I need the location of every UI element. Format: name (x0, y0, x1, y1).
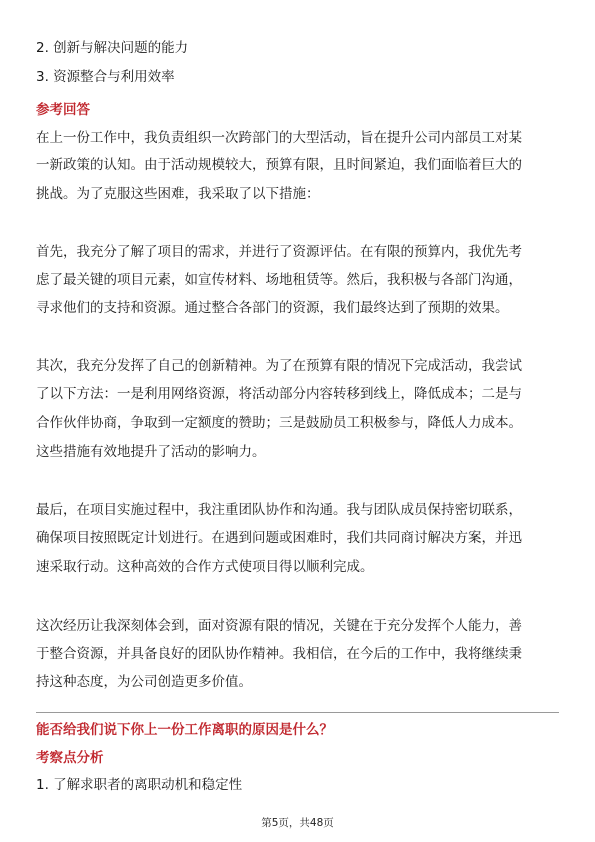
text-line: 于整合资源，并具备良好的团队协作精神。我相信，在今后的工作中，我将继续秉 (36, 646, 522, 662)
text-line: 最后，在项目实施过程中，我注重团队协作和沟通。我与团队成员保持密切联系， (36, 502, 522, 518)
text-line: 寻求他们的支持和资源。通过整合各部门的资源，我们最终达到了预期的效果。 (36, 300, 509, 316)
text-line: 挑战。为了克服这些困难，我采取了以下措施： (36, 186, 320, 202)
text-line: 在上一份工作中，我负责组织一次跨部门的大型活动，旨在提升公司内部员工对某 (36, 130, 522, 146)
question-heading: 能否给我们说下你上一份工作离职的原因是什么？ (36, 722, 333, 738)
text-line: 其次，我充分发挥了自己的创新精神。为了在预算有限的情况下完成活动，我尝试 (36, 358, 522, 374)
text-line: 这些措施有效地提升了活动的影响力。 (36, 444, 266, 460)
text-line: 持这种态度，为公司创造更多价值。 (36, 674, 252, 690)
text-line: 虑了最关键的项目元素，如宣传材料、场地租赁等。然后，我积极与各部门沟通， (36, 272, 522, 288)
page-number: 第5页，共48页 (261, 817, 334, 829)
section-divider (36, 712, 559, 713)
text-line: 确保项目按照既定计划进行。在遇到问题或困难时，我们共同商讨解决方案，并迅 (36, 530, 522, 546)
list-item-3: 3. 资源整合与利用效率 (36, 69, 175, 85)
text-line: 首先，我充分了解了项目的需求，并进行了资源评估。在有限的预算内，我优先考 (36, 244, 522, 260)
list-item-2: 2. 创新与解决问题的能力 (36, 40, 189, 56)
text-line: 了以下方法：一是利用网络资源，将活动部分内容转移到线上，降低成本；二是与 (36, 386, 522, 402)
text-line: 速采取行动。这种高效的合作方式使项目得以顺利完成。 (36, 559, 374, 575)
text-line: 合作伙伴协商，争取到一定额度的赞助；三是鼓励员工积极参与，降低人力成本。 (36, 415, 522, 431)
text-line: 这次经历让我深刻体会到，面对资源有限的情况，关键在于充分发挥个人能力，善 (36, 618, 522, 634)
analysis-item-1: 1. 了解求职者的离职动机和稳定性 (36, 777, 243, 793)
answer-heading: 参考回答 (36, 102, 90, 118)
analysis-heading: 考察点分析 (36, 750, 104, 766)
text-line: 一新政策的认知。由于活动规模较大，预算有限，且时间紧迫，我们面临着巨大的 (36, 157, 522, 173)
